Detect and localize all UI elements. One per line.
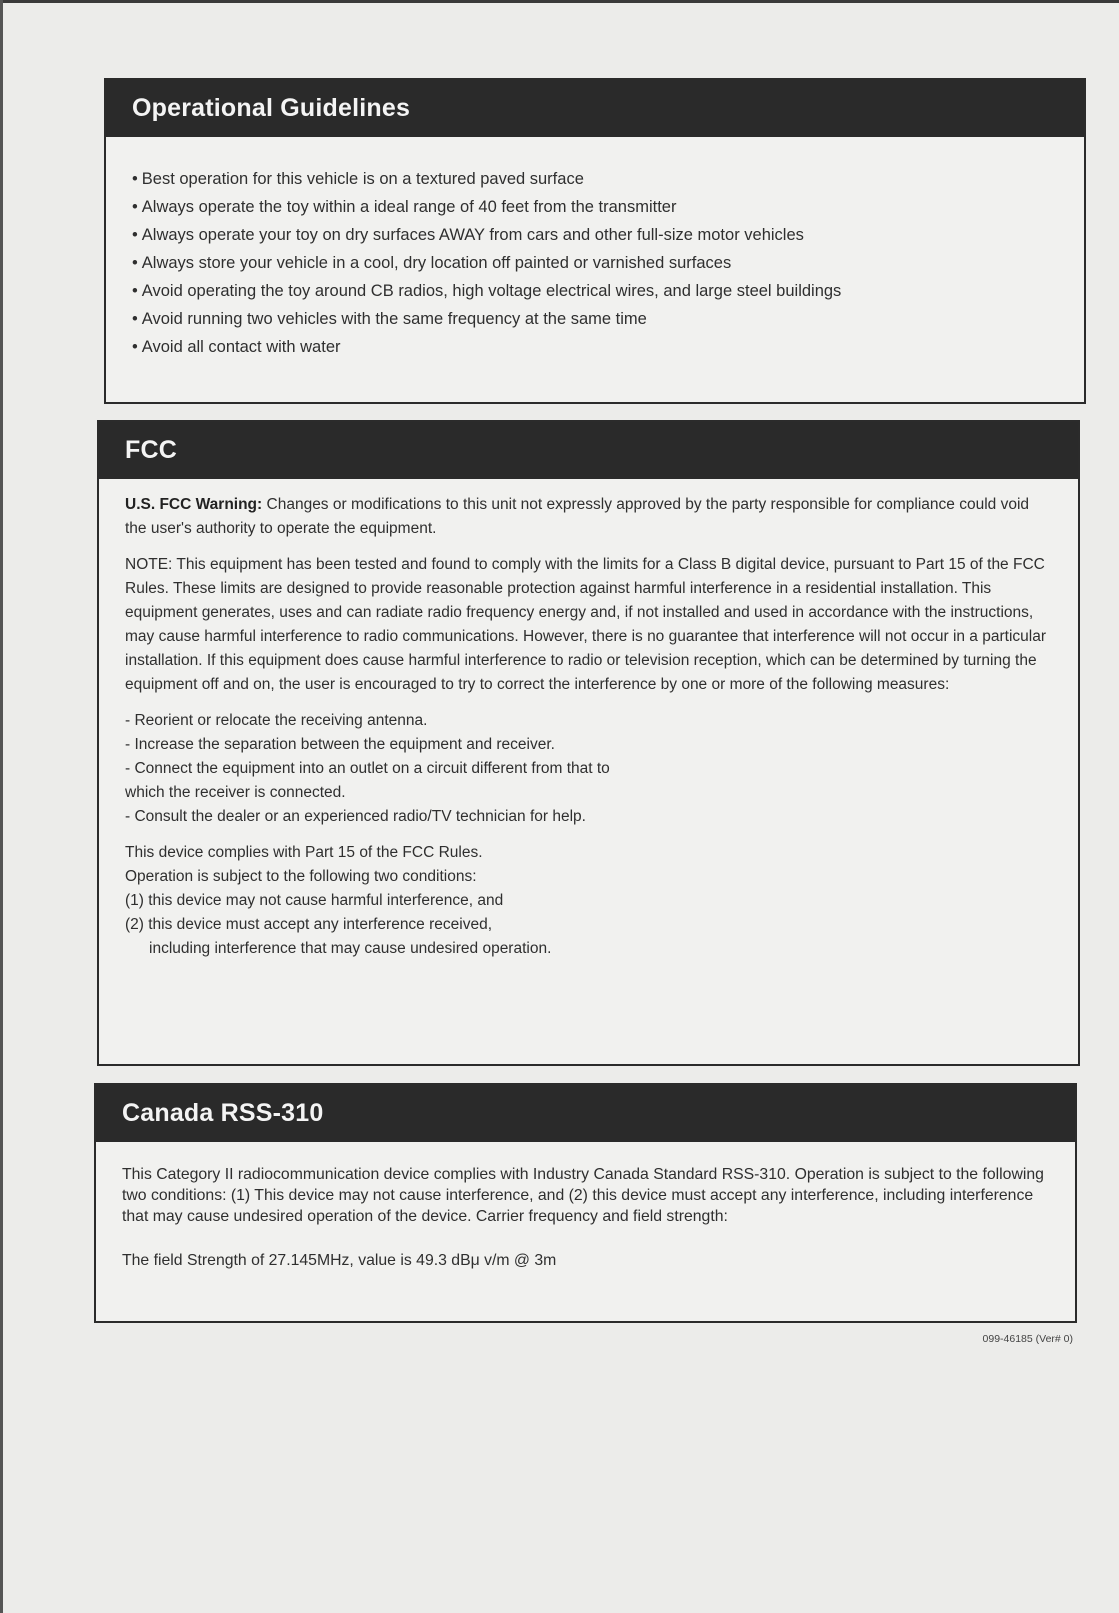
fcc-body [99, 479, 1078, 961]
list-item: including interference that may cause undesired operation. [149, 940, 552, 957]
canada-text: This Category II radiocommunication device complies with Industry Canada Standard RSS-310. Operation is subject to the following two conditions: (1) This device may not cause interference, and (2) this device must accept any interference, including interference that may cause undesired operation of the device. Carrier frequency and field strength: [122, 1166, 1044, 1225]
fcc-measures-list [125, 709, 1052, 829]
operational-guidelines-section [104, 78, 1086, 404]
bullet-icon: • [132, 170, 138, 188]
bullet-icon: • [132, 310, 138, 328]
guidelines-list [132, 165, 1058, 361]
canada-rss310-section [94, 1083, 1077, 1323]
list-item: - Reorient or relocate the receiving antenna. [125, 712, 428, 729]
bullet-icon: • [132, 338, 138, 356]
list-item: - Increase the separation between the equipment and receiver. [125, 736, 555, 753]
page-left-edge [0, 0, 3, 1613]
fcc-warning [125, 493, 1052, 541]
bullet-icon: • [132, 282, 138, 300]
bullet-icon: • [132, 254, 138, 272]
list-item: (1) this device may not cause harmful interference, and [125, 892, 504, 909]
canada-header [96, 1085, 1075, 1142]
list-item: This device complies with Part 15 of the FCC Rules. [125, 844, 483, 861]
fcc-title: FCC [125, 436, 177, 464]
canada-title: Canada RSS-310 [122, 1099, 324, 1127]
list-item: • Always operate the toy within a ideal range of 40 feet from the transmitter [132, 198, 677, 216]
page-top-edge [0, 0, 1119, 3]
operational-guidelines-body [106, 137, 1084, 361]
list-item: - Connect the equipment into an outlet on a circuit different from that to which the receiver is connected. [125, 760, 610, 801]
fcc-warning-label: U.S. FCC Warning: [125, 496, 263, 513]
canada-body [96, 1142, 1075, 1273]
list-item: • Avoid running two vehicles with the same frequency at the same time [132, 310, 647, 328]
operational-guidelines-header [106, 80, 1084, 137]
list-item: • Avoid operating the toy around CB radios, high voltage electrical wires, and large steel buildings [132, 282, 842, 300]
fcc-note: NOTE: This equipment has been tested and found to comply with the limits for a Class B digital device, pursuant to Part 15 of the FCC Rules. These limits are designed to provide reasonable protection against harmful interference in a residential installation. This equipment generates, uses and can radiate radio frequency energy and, if not installed and used in accordance with the instructions, may cause harmful interference to radio communications. However, there is no guarantee that interference will not occur in a particular installation. If this equipment does cause harmful interference to radio or television reception, which can be determined by turning the equipment off and on, the user is encouraged to try to correct the interference by one or more of the following measures: [125, 556, 1046, 693]
fcc-section [97, 420, 1080, 1066]
fcc-header [99, 422, 1078, 479]
canada-field-strength: The field Strength of 27.145MHz, value is 49.3 dBμ v/m @ 3m [122, 1252, 557, 1269]
list-item: - Consult the dealer or an experienced radio/TV technician for help. [125, 808, 586, 825]
list-item: Operation is subject to the following two conditions: [125, 868, 477, 885]
list-item: • Best operation for this vehicle is on a textured paved surface [132, 170, 584, 188]
bullet-icon: • [132, 226, 138, 244]
fcc-compliance-list [125, 841, 1052, 961]
list-item: • Always operate your toy on dry surfaces AWAY from cars and other full-size motor vehicles [132, 226, 804, 244]
document-code: 099-46185 (Ver# 0) [982, 1333, 1073, 1345]
list-item: • Always store your vehicle in a cool, dry location off painted or varnished surfaces [132, 254, 732, 272]
operational-guidelines-title: Operational Guidelines [132, 94, 411, 122]
list-item: (2) this device must accept any interference received, [125, 916, 493, 933]
bullet-icon: • [132, 198, 138, 216]
list-item: • Avoid all contact with water [132, 338, 341, 356]
fcc-warning-text: Changes or modifications to this unit not expressly approved by the party responsible for compliance could void the user's authority to operate the equipment. [125, 496, 1030, 537]
